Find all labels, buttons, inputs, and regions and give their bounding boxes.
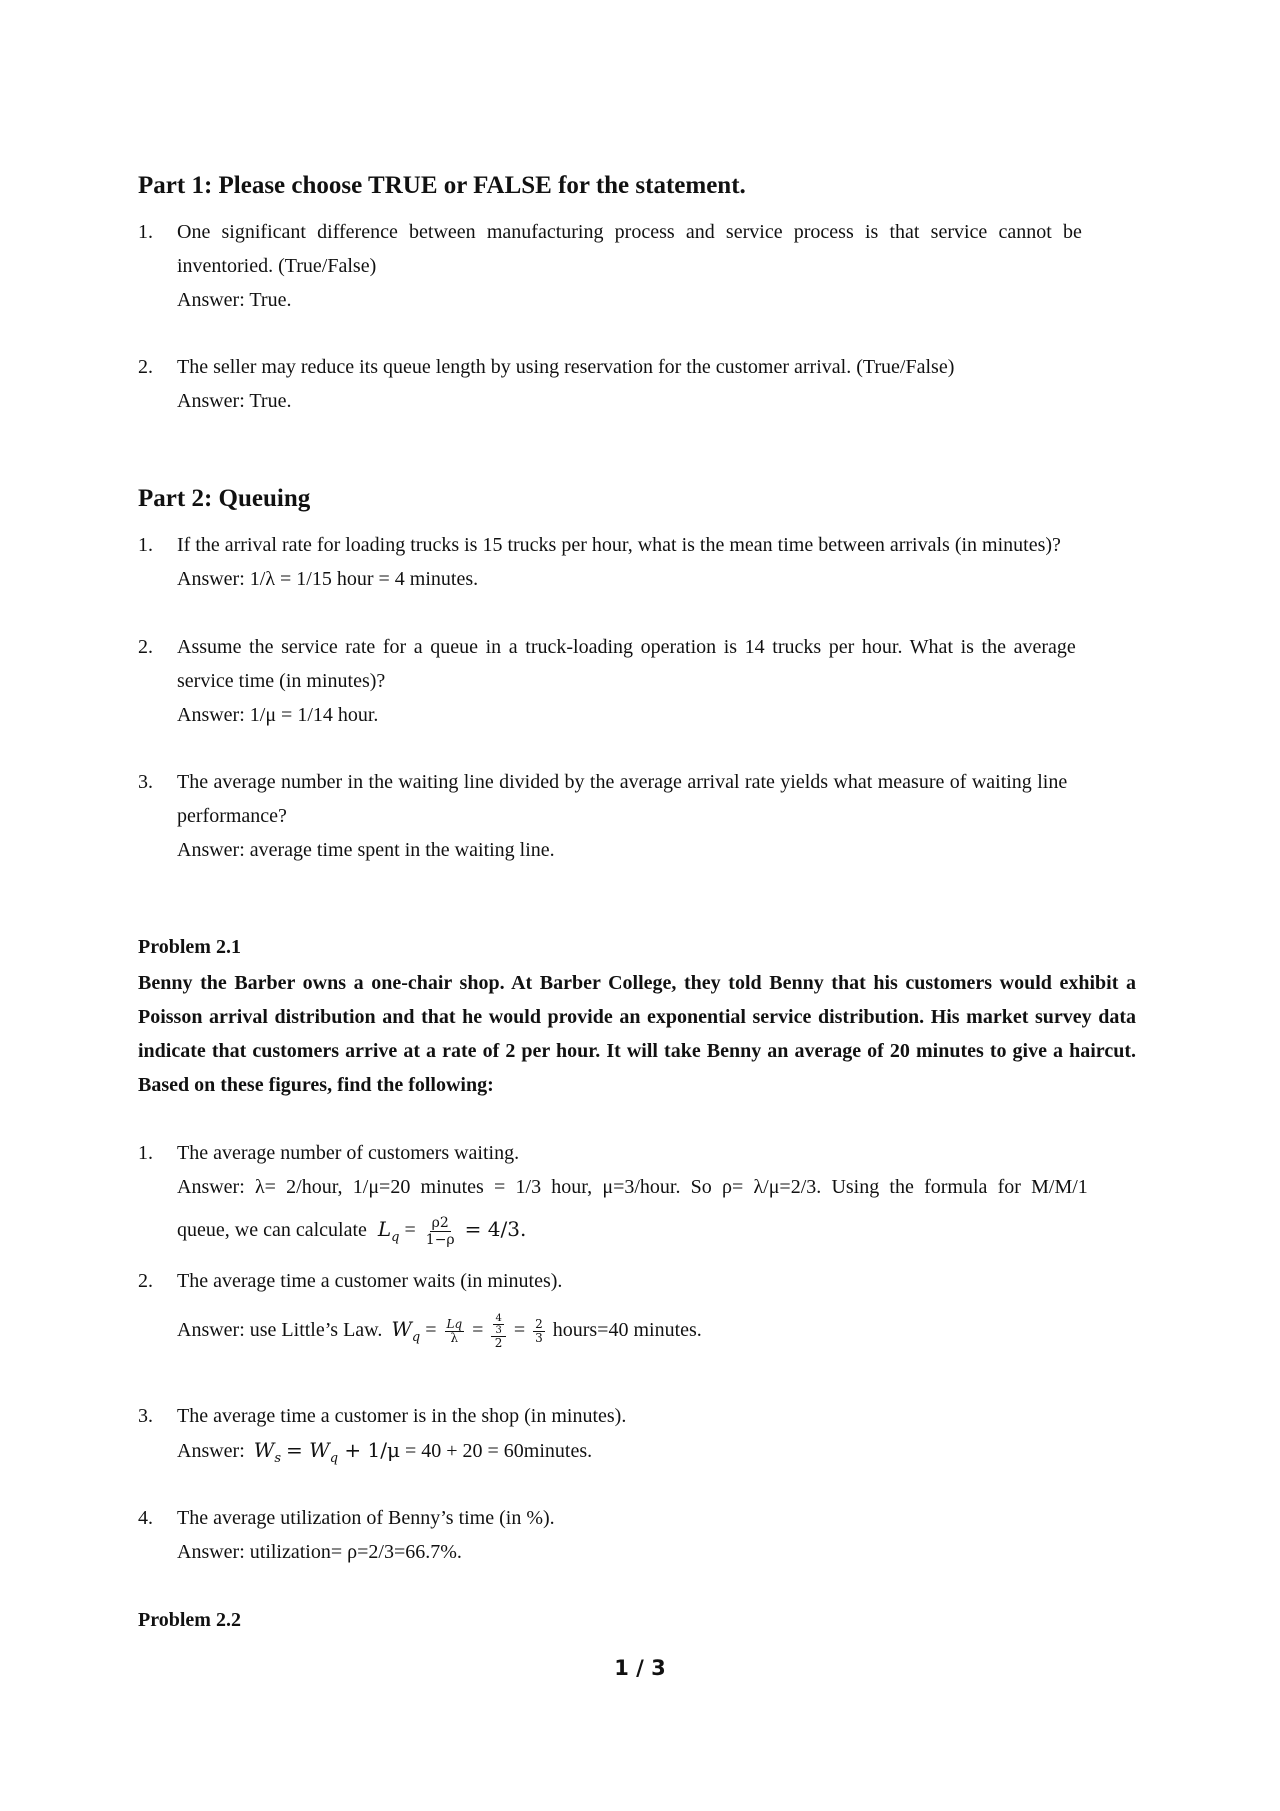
- problem-2-2-title: Problem 2.2: [138, 1609, 241, 1631]
- answer-text: Answer: 1/μ = 1/14 hour.: [177, 704, 379, 726]
- question-text: The average time a customer is in the shop (in minutes).: [177, 1405, 627, 1427]
- item-number: 3.: [138, 771, 153, 793]
- item-number: 2.: [138, 1270, 153, 1292]
- item-number: 1.: [138, 221, 153, 243]
- formula-prefix: queue, we can calculate: [177, 1219, 367, 1241]
- item-number: 1.: [138, 534, 153, 556]
- question-text: If the arrival rate for loading trucks is 15 trucks per hour, what is the mean time between arrivals (in minutes)?: [177, 534, 1061, 556]
- answer-text: Answer: True.: [177, 289, 292, 311]
- formula-wq-term: = $W_q + 1/\mu$: [286, 1438, 400, 1466]
- part1-heading: Part 1: Please choose TRUE or FALSE for the statement.: [138, 172, 746, 199]
- formula-ws: $W_s$: [253, 1438, 281, 1466]
- formula-prefix: Answer: use Little’s Law.: [177, 1319, 383, 1341]
- fraction-denominator: 2: [494, 1335, 503, 1350]
- answer-formula-line: [177, 1212, 1136, 1255]
- answer-text: Answer: 1/λ = 1/15 hour = 4 minutes.: [177, 568, 479, 590]
- subscript-q: q: [391, 1230, 400, 1245]
- answer-text: Answer: average time spent in the waiting line.: [177, 839, 555, 861]
- equals-sign: =: [425, 1319, 437, 1341]
- symbol-w: W: [391, 1317, 412, 1341]
- question-text-cont: service time (in minutes)?: [177, 670, 386, 692]
- answer-text: Answer: λ= 2/hour, 1/μ=20 minutes = 1/3 hour, μ=3/hour. So ρ= λ/μ=2/3. Using the formula for M/M/1: [177, 1176, 1088, 1198]
- question-text-cont: inventoried. (True/False): [177, 255, 377, 277]
- equals-sign: =: [472, 1319, 484, 1341]
- formula-result: = 4/3.: [464, 1217, 527, 1241]
- question-text-cont: performance?: [177, 805, 287, 827]
- fraction-rho: [424, 1215, 457, 1248]
- answer-text: Answer: utilization= ρ=2/3=66.7%.: [177, 1541, 462, 1563]
- answer-formula-line: [177, 1312, 1136, 1355]
- item-number: 2.: [138, 636, 153, 658]
- answer-formula-line: [177, 1433, 1136, 1476]
- fraction-numerator: Lq: [446, 1316, 463, 1331]
- question-text: The average number in the waiting line divided by the average arrival rate yields what measure of waiting line: [177, 771, 1068, 793]
- equals-sign: =: [513, 1319, 526, 1341]
- equals-sign: =: [404, 1219, 416, 1241]
- formula-result: hours=40 minutes.: [552, 1319, 702, 1341]
- question-text: Assume the service rate for a queue in a truck-loading operation is 14 trucks per hour. What is the average: [177, 636, 1076, 658]
- fraction-numerator: ρ2: [431, 1214, 449, 1231]
- question-text: The seller may reduce its queue length by using reservation for the customer arrival. (True/False): [177, 356, 955, 378]
- formula-prefix: Answer:: [177, 1440, 245, 1462]
- fraction-numerator: 2: [535, 1316, 543, 1331]
- formula-lq: [377, 1217, 400, 1245]
- fraction-lq-lambda: [445, 1318, 465, 1345]
- item-number: 2.: [138, 356, 153, 378]
- fraction-nested: [491, 1313, 505, 1350]
- question-text: The average time a customer waits (in minutes).: [177, 1270, 563, 1292]
- part2-heading: Part 2: Queuing: [138, 485, 311, 512]
- fraction-denominator: 3: [535, 1330, 543, 1345]
- formula-result: = 40 + 20 = 60minutes.: [404, 1440, 593, 1462]
- formula-wq: [391, 1317, 421, 1345]
- fraction-numerator: [491, 1313, 505, 1337]
- item-number: 3.: [138, 1405, 153, 1427]
- page-number: 1 / 3: [614, 1656, 666, 1680]
- answer-text: Answer: True.: [177, 390, 292, 412]
- inner-numerator: 4: [495, 1312, 502, 1324]
- subscript-q: q: [411, 1330, 421, 1345]
- item-number: 1.: [138, 1142, 153, 1164]
- question-text: The average number of customers waiting.: [177, 1142, 520, 1164]
- question-text: One significant difference between manufacturing process and service process is that service cannot be: [177, 221, 1082, 243]
- item-number: 4.: [138, 1507, 153, 1529]
- inner-fraction: [493, 1313, 503, 1336]
- problem-2-1-description: Benny the Barber owns a one-chair shop. At Barber College, they told Benny that his customers would exhibit a Poisson arrival distribution and that he would provide an exponential service distribution. His market survey data indicate that customers arrive at a rate of 2 per hour. It will take Benny an average of 20 minutes to give a haircut. Based on these figures, find the following:: [138, 972, 1136, 1096]
- fraction-two-thirds: [533, 1318, 545, 1345]
- fraction-denominator: 1−ρ: [425, 1231, 455, 1248]
- inner-denominator: 3: [495, 1324, 502, 1336]
- fraction-denominator: λ: [450, 1330, 459, 1345]
- question-text: The average utilization of Benny’s time (in %).: [177, 1507, 555, 1529]
- problem-2-1-title: Problem 2.1: [138, 936, 241, 958]
- symbol-l: L: [377, 1217, 392, 1241]
